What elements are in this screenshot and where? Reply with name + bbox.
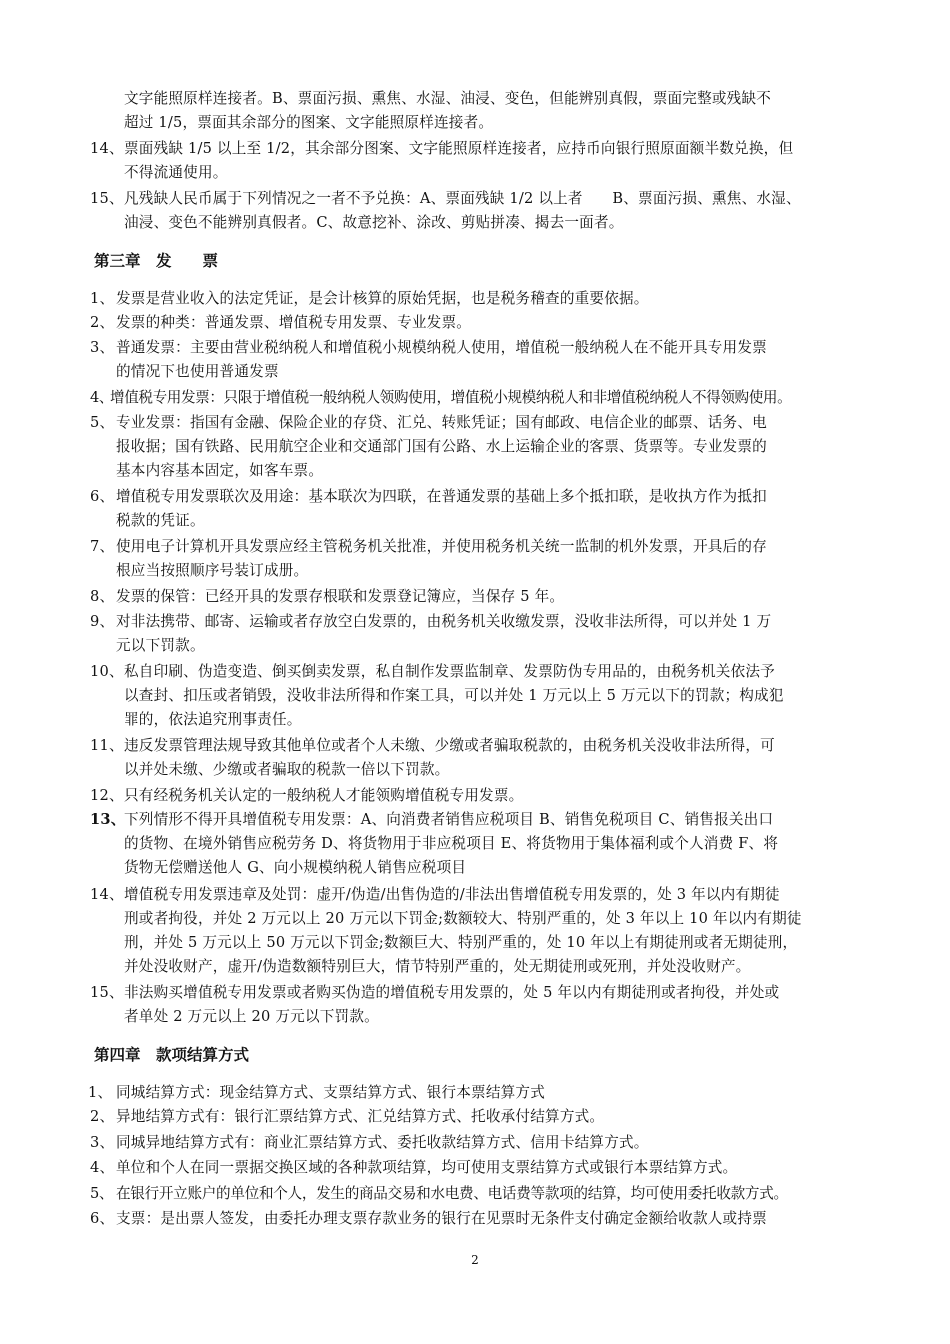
text-line: 货物无偿赠送他人 G、向小规模纳税人销售应税项目 (124, 859, 467, 876)
text-line: 根应当按照顺序号装订成册。 (116, 562, 309, 579)
text-line: 不得流通使用。 (124, 164, 228, 181)
text-line: 罪的，依法追究刑事责任。 (124, 711, 302, 728)
list-item-number: 8、 (90, 588, 115, 605)
list-item-number: 5、 (90, 414, 115, 431)
text-line: 单位和个人在同一票据交换区域的各种款项结算，均可使用支票结算方式或银行本票结算方式。 (116, 1159, 738, 1176)
text-line: 普通发票：主要由营业税纳税人和增值税小规模纳税人使用，增值税一般纳税人在不能开具专用发票 (116, 339, 767, 356)
list-item-number: 6、 (90, 1210, 115, 1227)
text-line: 私自印刷、伪造变造、倒买倒卖发票，私自制作发票监制章、发票防伪专用品的，由税务机关依法予 (124, 663, 775, 680)
list-item-number: 12、 (90, 787, 124, 804)
chapter-heading: 第三章 发 票 (94, 252, 219, 270)
list-item-number: 10、 (90, 663, 124, 680)
text-line: 文字能照原样连接者。B、票面污损、熏焦、水湿、油浸、变色，但能辨别真假，票面完整或残缺不 (124, 90, 772, 107)
text-line: 税款的凭证。 (116, 512, 205, 529)
text-line: 对非法携带、邮寄、运输或者存放空白发票的，由税务机关收缴发票，没收非法所得，可以并处 1 万 (116, 613, 772, 630)
list-item-number: 5、 (90, 1185, 114, 1202)
list-item-number: 13、 (90, 811, 126, 828)
text-line: 超过 1/5，票面其余部分的图案、文字能照原样连接者。 (124, 114, 494, 131)
text-line: 发票的种类：普通发票、增值税专用发票、专业发票。 (116, 314, 472, 331)
text-line: 增值税专用发票：只限于增值税一般纳税人领购使用，增值税小规模纳税人和非增值税纳税人不得领购使用。 (110, 389, 792, 406)
list-item-number: 7、 (90, 538, 115, 555)
text-line: 油浸、变色不能辨别真假者。C、故意挖补、涂改、剪贴拼凑、揭去一面者。 (124, 214, 624, 231)
text-line: 报收据；国有铁路、民用航空企业和交通部门国有公路、水上运输企业的客票、货票等。专业发票的 (116, 438, 767, 455)
list-item-number: 15、 (90, 190, 124, 207)
text-line: 基本内容基本固定，如客车票。 (116, 462, 324, 479)
text-line: 发票是营业收入的法定凭证，是会计核算的原始凭据，也是税务稽查的重要依据。 (116, 290, 649, 307)
text-line: 增值税专用发票违章及处罚：虚开/伪造/出售伪造的/非法出售增值税专用发票的，处 3 年以内有期徒 (124, 886, 780, 903)
list-item-number: 2、 (90, 314, 115, 331)
list-item-number: 15、 (90, 984, 124, 1001)
text-line: 异地结算方式有：银行汇票结算方式、汇兑结算方式、托收承付结算方式。 (116, 1108, 605, 1125)
list-item-number: 6、 (90, 488, 115, 505)
text-line: 发票的保管：已经开具的发票存根联和发票登记簿应，当保存 5 年。 (116, 588, 565, 605)
list-item-number: 9、 (90, 613, 115, 630)
text-line: 以并处未缴、少缴或者骗取的税款一倍以下罚款。 (124, 761, 450, 778)
list-item-number: 3、 (90, 339, 115, 356)
list-item-number: 2、 (90, 1108, 115, 1125)
text-line: 并处没收财产，虚开/伪造数额特别巨大，情节特别严重的，处无期徒刑或死刑，并处没收财产。 (124, 958, 751, 975)
text-line: 非法购买增值税专用发票或者购买伪造的增值税专用发票的，处 5 年以内有期徒刑或者拘役，并处或 (124, 984, 780, 1001)
text-line: 的情况下也使用普通发票 (116, 363, 279, 380)
list-item-number: 4、 (90, 1159, 115, 1176)
text-line: 在银行开立账户的单位和个人，发生的商品交易和水电费、电话费等款项的结算，均可使用委托收款方式。 (116, 1185, 788, 1202)
text-line: 增值税专用发票联次及用途：基本联次为四联，在普通发票的基础上多个抵扣联，是收执方作为抵扣 (116, 488, 767, 505)
text-line: 凡残缺人民币属于下列情况之一者不予兑换：A、票面残缺 1/2 以上者 B、票面污损、熏焦、水湿、 (124, 190, 801, 207)
list-item-number: 11、 (90, 737, 124, 754)
text-line: 的货物、在境外销售应税劳务 D、将货物用于非应税项目 E、将货物用于集体福利或个人消费 F、将 (124, 835, 779, 852)
text-line: 以查封、扣压或者销毁，没收非法所得和作案工具，可以并处 1 万元以上 5 万元以下的罚款；构成犯 (124, 687, 784, 704)
list-item-number: 14、 (90, 140, 124, 157)
list-item-number: 1、 (90, 290, 115, 307)
text-line: 使用电子计算机开具发票应经主管税务机关批准，并使用税务机关统一监制的机外发票，开具后的存 (116, 538, 767, 555)
list-item-number: 4、 (90, 389, 114, 406)
text-line: 支票：是出票人签发，由委托办理支票存款业务的银行在见票时无条件支付确定金额给收款人或持票 (116, 1210, 767, 1227)
list-item-number: 1、 (88, 1084, 113, 1101)
chapter-heading: 第四章 款项结算方式 (94, 1046, 250, 1064)
text-line: 违反发票管理法规导致其他单位或者个人未缴、少缴或者骗取税款的，由税务机关没收非法所得，可 (124, 737, 775, 754)
text-line: 票面残缺 1/5 以上至 1/2，其余部分图案、文字能照原样连接者，应持币向银行照原面额半数兑换，但 (124, 140, 794, 157)
text-line: 刑，并处 5 万元以上 50 万元以下罚金;数额巨大、特别严重的，处 10 年以上有期徒刑或者无期徒刑， (124, 934, 798, 951)
text-line: 者单处 2 万元以上 20 万元以下罚款。 (124, 1008, 379, 1025)
text-line: 专业发票：指国有金融、保险企业的存贷、汇兑、转账凭证；国有邮政、电信企业的邮票、话务、电 (116, 414, 767, 431)
list-item-number: 14、 (90, 886, 124, 903)
text-line: 下列情形不得开具增值税专用发票：A、向消费者销售应税项目 B、销售免税项目 C、销售报关出口 (124, 811, 774, 828)
text-line: 同城异地结算方式有：商业汇票结算方式、委托收款结算方式、信用卡结算方式。 (116, 1134, 649, 1151)
text-line: 只有经税务机关认定的一般纳税人才能领购增值税专用发票。 (124, 787, 524, 804)
page-number: 2 (471, 1253, 479, 1267)
text-line: 元以下罚款。 (116, 637, 205, 654)
text-line: 刑或者拘役，并处 2 万元以上 20 万元以下罚金;数额较大、特别严重的，处 3 年以上 10 年以内有期徒 (124, 910, 802, 927)
list-item-number: 3、 (90, 1134, 115, 1151)
text-line: 同城结算方式：现金结算方式、支票结算方式、银行本票结算方式 (116, 1084, 546, 1101)
